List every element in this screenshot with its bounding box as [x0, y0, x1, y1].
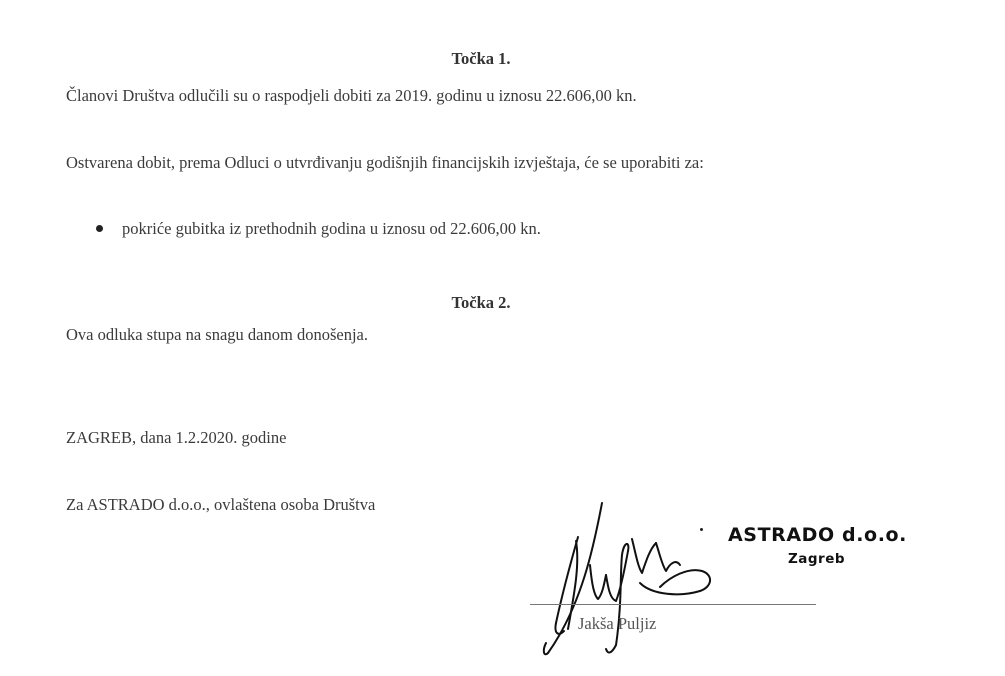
place-date: ZAGREB, dana 1.2.2020. godine [66, 428, 287, 447]
signature-line [530, 604, 816, 605]
section-1-paragraph-2: Ostvarena dobit, prema Odluci o utvrđivanju godišnjih financijskih izvještaja, će se uporabiti za: [66, 153, 704, 172]
authorized-person-line: Za ASTRADO d.o.o., ovlaštena osoba Društva [66, 495, 376, 514]
signer-name: Jakša Puljiz [578, 614, 657, 633]
list-item [96, 219, 541, 239]
stamp-company-name: ASTRADO d.o.o. [728, 524, 907, 546]
section-2-paragraph: Ova odluka stupa na snagu danom donošenja. [66, 325, 368, 344]
section-2-heading: Točka 2. [451, 293, 511, 312]
list-item-text: pokriće gubitka iz prethodnih godina u iznosu od 22.606,00 kn. [122, 219, 541, 238]
section-1-heading: Točka 1. [451, 49, 511, 68]
stamp-city: Zagreb [788, 551, 846, 567]
company-stamp [728, 524, 908, 567]
bullet-icon [96, 225, 103, 232]
handwritten-signature [520, 495, 730, 660]
section-1-paragraph-1: Članovi Društva odlučili su o raspodjeli dobiti za 2019. godinu u iznosu 22.606,00 kn. [66, 86, 637, 105]
